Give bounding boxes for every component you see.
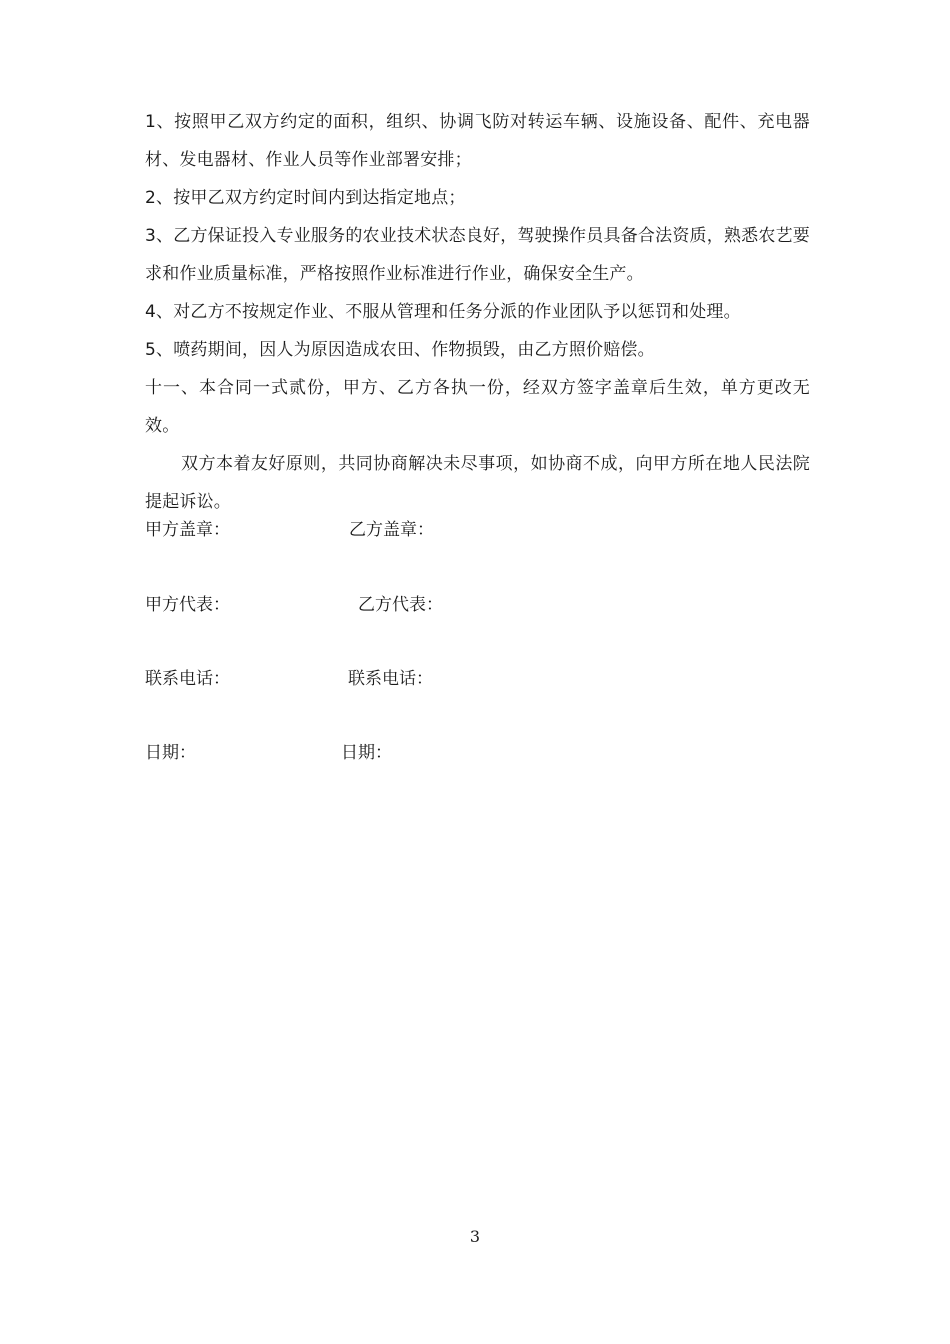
clause-5: 5、喷药期间，因人为原因造成农田、作物损毁，由乙方照价赔偿。	[145, 340, 655, 360]
party-b-rep-label: 乙方代表：	[358, 595, 443, 615]
clause-4: 4、对乙方不按规定作业、不服从管理和任务分派的作业团队予以惩罚和处理。	[145, 302, 741, 322]
closing-paragraph: 双方本着友好原则，共同协商解决未尽事项，如协商不成，向甲方所在地人民法院提起诉讼。	[145, 454, 810, 512]
party-b-seal-label: 乙方盖章：	[349, 520, 434, 540]
party-b-phone-label: 联系电话：	[348, 669, 433, 689]
phone-row	[145, 667, 810, 691]
article-eleven: 十一、本合同一式贰份，甲方、乙方各执一份，经双方签字盖章后生效，单方更改无效。	[145, 378, 810, 436]
party-a-seal-label: 甲方盖章：	[145, 520, 230, 540]
date-row	[145, 741, 810, 765]
party-a-phone-label: 联系电话：	[145, 669, 230, 689]
party-a-date-label: 日期：	[145, 743, 196, 763]
party-a-rep-label: 甲方代表：	[145, 595, 230, 615]
clause-2: 2、按甲乙双方约定时间内到达指定地点；	[145, 188, 466, 208]
clause-3: 3、乙方保证投入专业服务的农业技术状态良好，驾驶操作员具备合法资质，熟悉农艺要求和作业质量标准，严格按照作业标准进行作业，确保安全生产。	[145, 226, 810, 284]
contract-body	[145, 103, 810, 521]
party-b-date-label: 日期：	[341, 743, 392, 763]
page-number: 3	[469, 1227, 481, 1246]
representative-row	[145, 593, 810, 617]
clause-1: 1、按照甲乙双方约定的面积，组织、协调飞防对转运车辆、设施设备、配件、充电器材、发电器材、作业人员等作业部署安排；	[145, 112, 810, 170]
seal-row	[145, 518, 810, 542]
